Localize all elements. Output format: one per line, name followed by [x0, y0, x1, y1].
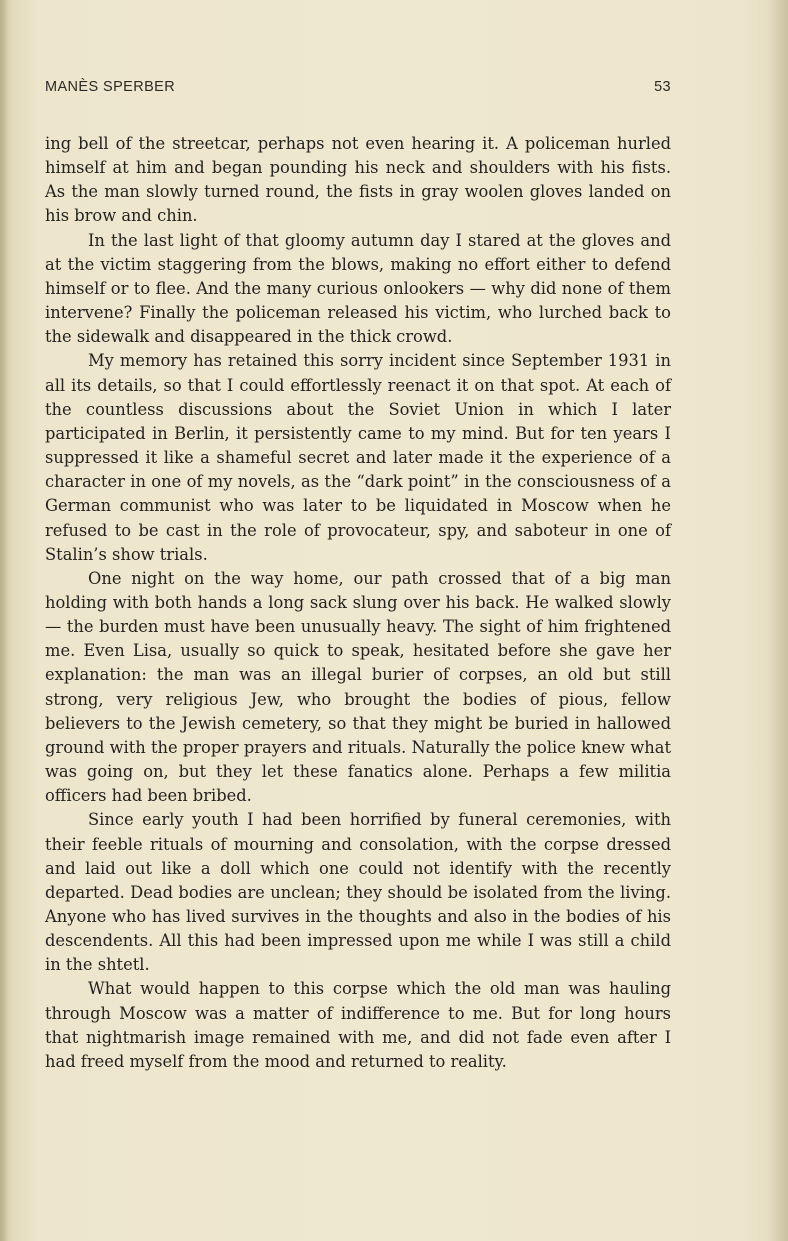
paragraph: In the last light of that gloomy autumn day I stared at the gloves and at the victim staggering from the blows, making no effort either to defend himself or to flee. And the many curious onlookers — why did none of them intervene? Finally the policeman released his victim, who lurched back to the sidewalk and disappeared in the thick crowd. [45, 230, 671, 347]
body-text [45, 132, 671, 1074]
page-header [45, 79, 671, 101]
paragraph: One night on the way home, our path crossed that of a big man holding with both hands a long sack slung over his back. He walked slowly — the burden must have been unusually heavy. The sight of him frightened me. Even Lisa, usually so quick to speak, hesitated before she gave her explanation: the man was an illegal burier of corpses, an old but still strong, very religious Jew, who brought the bodies of pious, fellow believers to the Jewish cemetery, so that they might be buried in hallowed ground with the proper prayers and rituals. Naturally the police knew what was going on, but they let these fanatics alone. Perhaps a few militia officers had been bribed. [45, 568, 671, 806]
running-head: MANÈS SPERBER [45, 79, 176, 95]
paragraph: What would happen to this corpse which the old man was hauling through Moscow was a matter of indifference to me. But for long hours that nightmarish image remained with me, and did not fade even after I had freed myself from the mood and returned to reality. [45, 979, 671, 1071]
page-gutter-shadow [0, 0, 8, 1241]
paragraph: ing bell of the streetcar, perhaps not even hearing it. A policeman hurled himself at him and began pounding his neck and shoulders with his fists. As the man slowly turned round, the fists in gray woolen gloves landed on his brow and chin. [45, 134, 671, 226]
paragraph: My memory has retained this sorry incident since September 1931 in all its details, so that I could effortlessly reenact it on that spot. At each of the countless discussions about the Soviet Union in which I later participated in Berlin, it persistently came to my mind. But for ten years I suppressed it like a shameful secret and later made it the experience of a character in one of my novels, as the “dark point” in the consciousness of a German communist who was later to be liquidated in Moscow when he refused to be cast in the role of provocateur, spy, and saboteur in one of Stalin’s show trials. [45, 351, 671, 564]
page-number: 53 [654, 79, 671, 95]
paragraph: Since early youth I had been horrified by funeral ceremonies, with their feeble rituals of mourning and consolation, with the corpse dressed and laid out like a doll which one could not identify with the recently departed. Dead bodies are unclean; they should be isolated from the living. Anyone who has lived survives in the thoughts and also in the bodies of his descendents. All this had been impressed upon me while I was still a child in the shtetl. [45, 810, 671, 975]
